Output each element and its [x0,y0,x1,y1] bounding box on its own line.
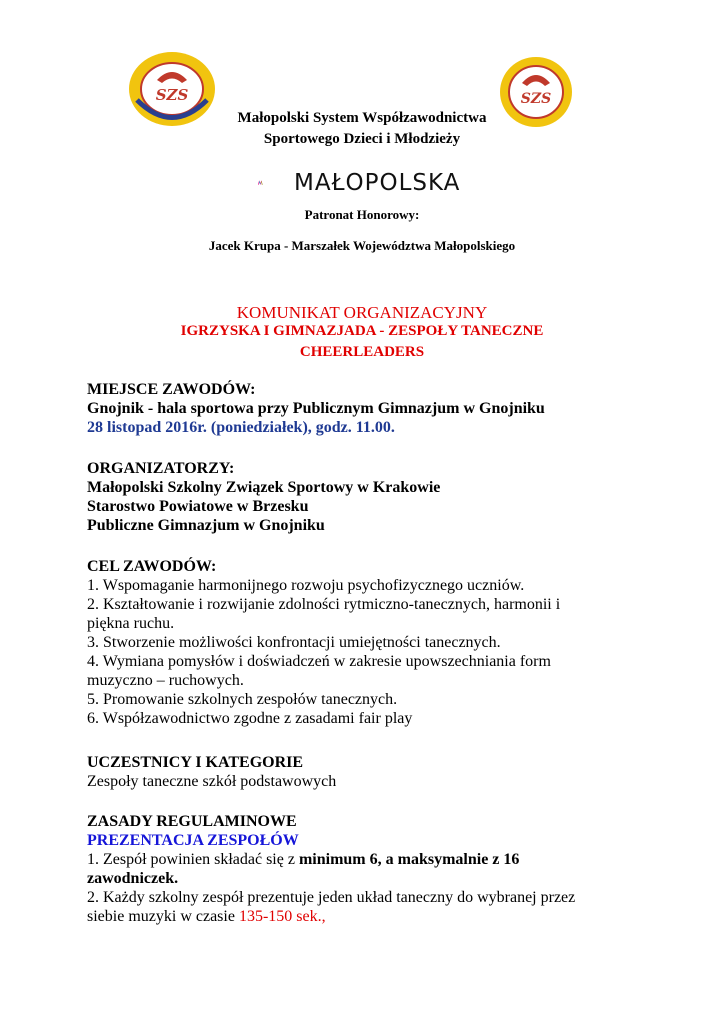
goal-line: 4. Wymiana pomysłów i doświadczeń w zakresie upowszechniania form [87,653,551,670]
section-cel [87,557,627,728]
goal-line: 2. Kształtowanie i rozwijanie zdolności rytmiczno-tanecznych, harmonii i [87,596,561,613]
section-heading: UCZESTNICY I KATEGORIE [87,754,304,771]
organizer-item: Małopolski Szkolny Związek Sportowy w Krakowie [87,479,441,496]
subsection-heading: PREZENTACJA ZESPOŁÓW [87,832,299,849]
rule-text: siebie muzyki w czasie [87,908,239,925]
section-heading: ORGANIZATORZY: [87,460,235,477]
malopolska-logo-text: MAŁOPOLSKA [294,170,461,196]
section-uczestnicy [87,753,627,791]
rule-line: zawodniczek. [87,870,179,887]
rule-line [87,850,627,869]
section-miejsce [87,380,627,437]
participants-text: Zespoły taneczne szkół podstawowych [87,773,337,790]
section-zasady [87,812,627,926]
goal-line: 1. Wspomaganie harmonijnego rozwoju psychofizycznego uczniów. [87,577,525,594]
organization-name-line1: Małopolski System Współzawodnictwa [237,110,487,126]
rule-line: 2. Każdy szkolny zespół prezentuje jeden układ taneczny do wybranej przez [87,889,576,906]
goal-line: 5. Promowanie szkolnych zespołów tanecznych. [87,691,398,708]
svg-text:SZS: SZS [520,91,552,107]
section-heading: ZASADY REGULAMINOWE [87,813,297,830]
rule-line [87,907,627,926]
rule-text: 1. Zespół powinien składać się z [87,851,299,868]
organizer-item: Starostwo Powiatowe w Brzesku [87,498,309,515]
venue-text: Gnojnik - hala sportowa przy Publicznym Gimnazjum w Gnojniku [87,400,545,417]
goal-line: 3. Stworzenie możliwości konfrontacji umiejętności tanecznych. [87,634,501,651]
section-heading: MIEJSCE ZAWODÓW: [87,381,256,398]
goal-line: 6. Współzawodnictwo zgodne z zasadami fair play [87,710,413,727]
goal-line: piękna ruchu. [87,615,175,632]
rule-time: 135-150 sek., [238,908,326,925]
rule-emphasis: minimum 6, a maksymalnie z 16 [298,851,520,868]
svg-text:SZS: SZS [155,86,189,104]
document-subtitle-1: IGRZYSKA I GIMNAZJADA - ZESPOŁY TANECZNE [180,323,544,339]
patronat-name: Jacek Krupa - Marszałek Województwa Małopolskiego [208,238,516,253]
document-subtitle-2: CHEERLEADERS [299,344,425,360]
date-text: 28 listopad 2016r. (poniedziałek), godz. 11.00. [87,419,395,436]
goal-line: muzyczno – ruchowych. [87,672,244,689]
patronat-label: Patronat Honorowy: [304,207,420,222]
organizer-item: Publiczne Gimnazjum w Gnojniku [87,517,325,534]
malopolska-logo-icon [258,168,290,198]
document-title: KOMUNIKAT ORGANIZACYJNY [236,303,488,322]
organization-name-line2: Sportowego Dzieci i Młodzieży [263,131,461,147]
section-heading: CEL ZAWODÓW: [87,558,217,575]
section-organizatorzy [87,459,627,535]
